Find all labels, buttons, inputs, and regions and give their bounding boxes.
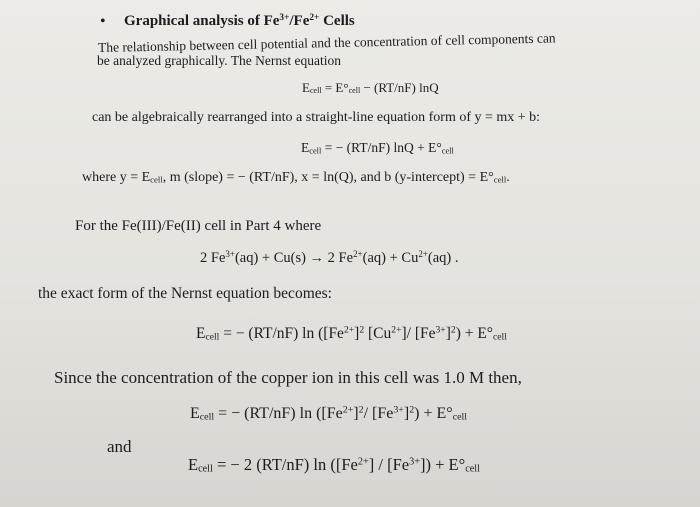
nernst-equation [302,80,439,96]
since-text: Since the concentration of the copper ion in this cell was 1.0 M then, [54,368,522,387]
eq4-sup2: 2 [358,404,364,416]
eq3-sub1: cell [205,331,220,343]
heading-text-c: Cells [319,13,355,29]
where-b: , m (slope) = − (RT/nF), x = ln(Q), and b (y-intercept) = E° [162,170,494,185]
eq3-sup5: 2 [450,324,456,336]
eq1-e: E [302,80,310,95]
eq4-a: = − (RT/nF) ln ([Fe [214,405,343,422]
eq3-a: = − (RT/nF) ln ([Fe [219,325,344,342]
eq3-d: ]/ [Fe [401,325,436,342]
rearrange-text: can be algebraically rearranged into a straight-line equation form of y = mx + b: [92,110,541,125]
eq3-f: ) + E° [455,325,494,342]
rxn-b: (aq) + Cu(s) → 2 Fe [234,250,354,266]
eq4-sup3: 3+ [393,404,404,416]
eq4-d: ] [403,405,410,422]
where-sub1: cell [150,174,163,185]
intro-line-1: The relationship between cell potential and the concentration of cell components can [97,30,556,55]
eq4-sub1: cell [199,411,215,423]
eq5-sub2: cell [465,463,480,475]
eq5-e: E [188,455,199,474]
eq5-sup2: 3+ [409,456,420,468]
simplified-equation [190,405,467,423]
straight-line-equation [301,140,454,156]
eq4-f: ) + E° [414,405,453,422]
rxn-a: 2 Fe [200,250,226,266]
eq2-sub2: cell [441,146,454,156]
eq1-mid: = E° [321,80,349,95]
eq5-c: ]) + E° [419,455,466,474]
rxn-sup2: 2+ [353,249,363,260]
heading-text-a: Graphical analysis of Fe [124,13,280,29]
eq4-sup1: 2+ [342,404,354,416]
exact-form-text: the exact form of the Nernst equation becomes: [38,285,332,302]
bullet: • [100,13,106,30]
where-a: where y = E [82,170,151,185]
where-sub2: cell [493,174,507,185]
eq1-sub1: cell [309,86,322,96]
eq3-e: E [196,325,206,342]
eq3-sup2: 2 [359,324,365,336]
reaction-equation [200,250,458,267]
eq3-sup1: 2+ [343,324,355,336]
eq3-sup3: 2+ [391,324,402,336]
eq3-e2: ] [445,325,451,342]
eq2-mid: = − (RT/nF) lnQ + E° [321,140,442,155]
part4-text: For the Fe(III)/Fe(II) cell in Part 4 where [75,218,322,234]
eq4-b: ] [353,405,359,422]
eq5-sub1: cell [198,463,213,475]
eq4-e: E [190,405,200,422]
section-heading [124,13,355,30]
eq3-sup4: 3+ [435,324,446,336]
heading-sup-2: 2+ [309,12,320,23]
rxn-c: (aq) + Cu [362,250,419,266]
full-nernst-equation [196,325,507,343]
heading-sup-1: 3+ [279,12,290,23]
eq5-a: = − 2 (RT/nF) ln ([Fe [212,455,358,474]
eq4-c: / [Fe [363,405,394,422]
and-text: and [107,437,132,456]
eq3-c: [Cu [364,325,392,342]
rxn-d: (aq) . [427,250,459,266]
final-equation [188,455,480,475]
where-c: . [506,170,510,185]
eq5-sup1: 2+ [357,456,369,468]
where-definitions [82,170,510,186]
eq5-b: ] / [Fe [368,455,410,474]
rxn-sup3: 2+ [418,249,428,260]
eq4-sub2: cell [452,411,468,423]
intro-line-2: be analyzed graphically. The Nernst equation [97,53,342,68]
eq4-sup4: 2 [409,404,415,416]
eq3-sub2: cell [493,331,507,343]
eq2-sub1: cell [309,146,322,156]
heading-text-b: /Fe [289,13,310,29]
eq1-rest: − (RT/nF) lnQ [360,80,439,95]
eq1-sub2: cell [348,86,361,96]
rxn-sup1: 3+ [225,249,235,260]
eq3-b: ] [354,325,360,342]
eq2-e: E [301,140,310,155]
